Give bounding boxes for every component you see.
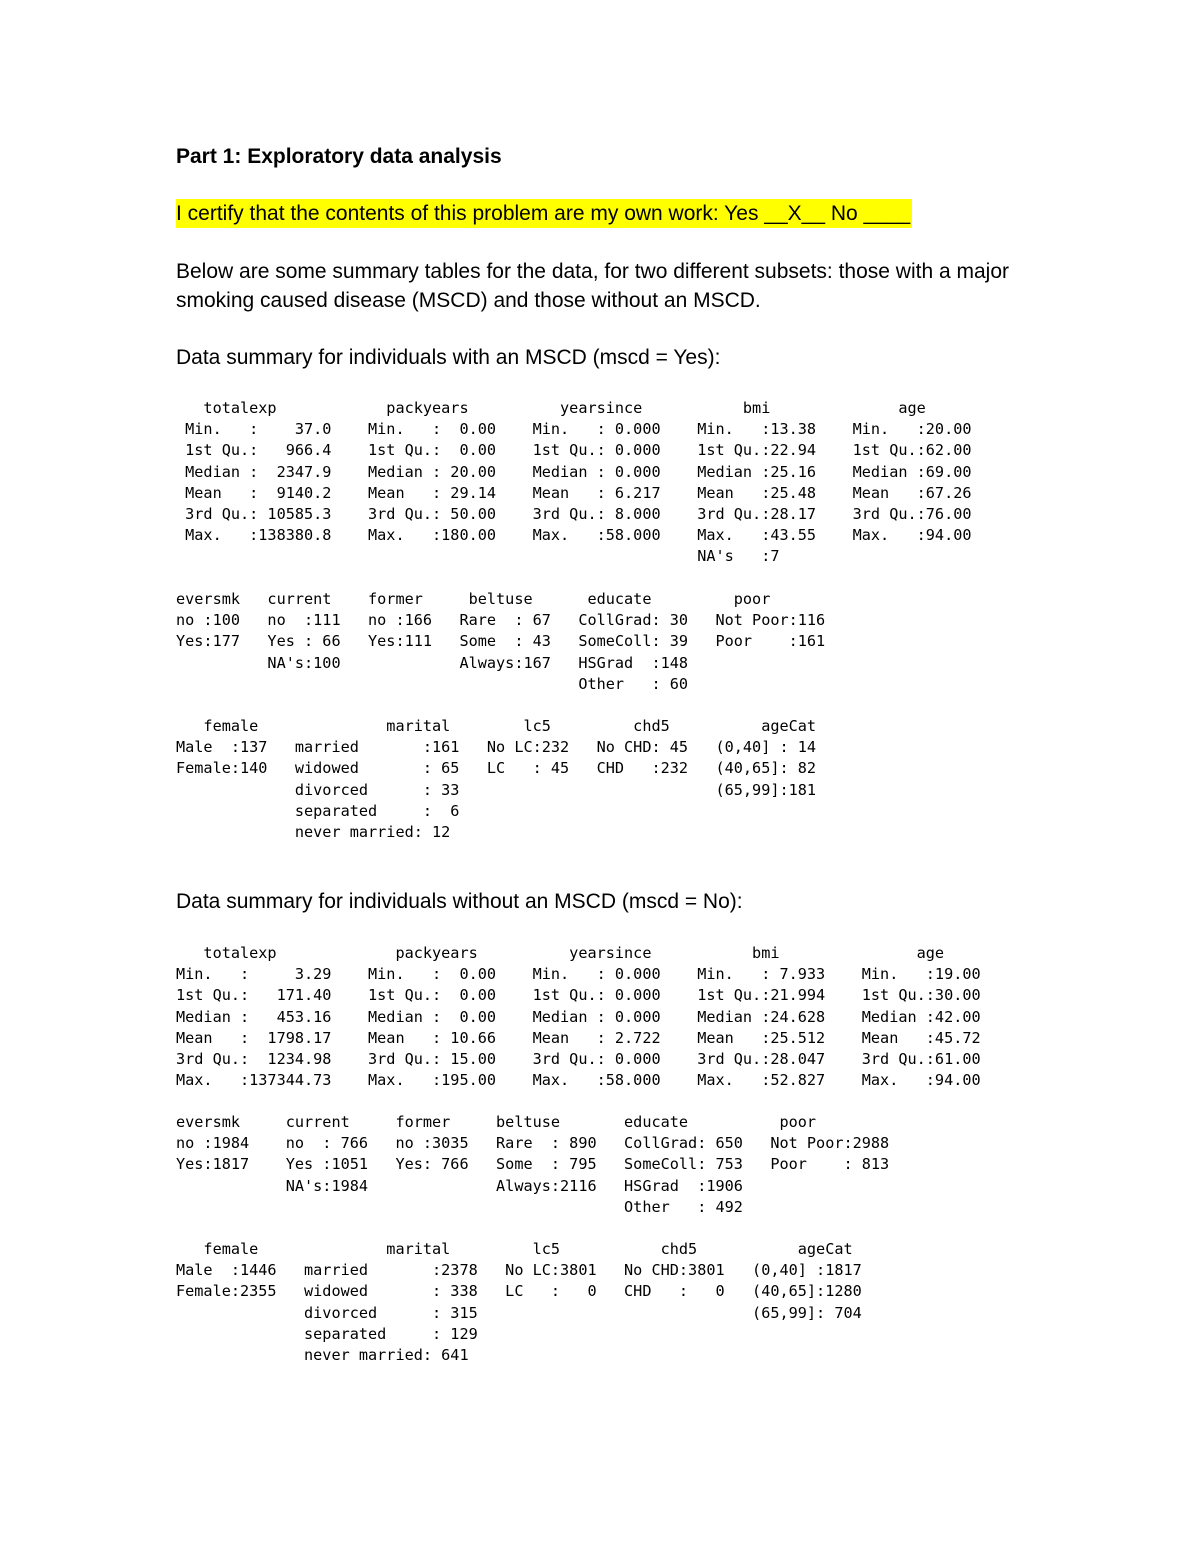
summary-demographics-mscd-yes: female marital lc5 chd5 ageCat Male :137 married :161 No LC:232 No CHD: 45 (0,40] : 14 Female:140 widowed : 65 LC : 45 CHD :232 (40,65]: 82 divorced : 33 (65,99]:181 separated : 6 never married: 12: [176, 717, 817, 842]
intro-paragraph: Below are some summary tables for the data, for two different subsets: those with a major smoking caused disease (MSCD) and those without an MSCD.: [176, 260, 1009, 312]
summary-numeric-mscd-no: totalexp packyears yearsince bmi age Min. : 3.29 Min. : 0.00 Min. : 0.000 Min. : 7.933 Min. :19.00 1st Qu.: 171.40 1st Qu.: 0.00 1st Qu.: 0.000 1st Qu.:21.994 1st Qu.:30.00 Median : 453.16 Median : 0.00 Median : 0.000 Median :24.628 Median :42.00 Mean : 1798.17 Mean : 10.66 Mean : 2.722 Mean :25.512 Mean :45.72 3rd Qu.: 1234.98 3rd Qu.: 15.00 3rd Qu.: 0.000 3rd Qu.:28.047 3rd Qu.:61.00 Max. :137344.73 Max. :195.00 Max. :58.000 Max. :52.827 Max. :94.00: [176, 944, 981, 1090]
summary-smoking-mscd-no: eversmk current former beltuse educate poor no :1984 no : 766 no :3035 Rare : 890 CollGrad: 650 Not Poor:2988 Yes:1817 Yes :1051 Yes: 766 Some : 795 SomeColl: 753 Poor : 813 NA's:1984 Always:2116 HSGrad :1906 Other : 492: [176, 1113, 890, 1216]
summary-numeric-mscd-yes: totalexp packyears yearsince bmi age Min. : 37.0 Min. : 0.00 Min. : 0.000 Min. :13.38 Min. :20.00 1st Qu.: 966.4 1st Qu.: 0.00 1st Qu.: 0.000 1st Qu.:22.94 1st Qu.:62.00 Median : 2347.9 Median : 20.00 Median : 0.000 Median :25.16 Median :69.00 Mean : 9140.2 Mean : 29.14 Mean : 6.217 Mean :25.48 Mean :67.26 3rd Qu.: 10585.3 3rd Qu.: 50.00 3rd Qu.: 8.000 3rd Qu.:28.17 3rd Qu.:76.00 Max. :138380.8 Max. :180.00 Max. :58.000 Max. :43.55 Max. :94.00 NA's :7: [185, 399, 972, 566]
certification-statement: I certify that the contents of this problem are my own work: Yes __X__ No ____: [176, 199, 912, 228]
summary-smoking-mscd-yes: eversmk current former beltuse educate poor no :100 no :111 no :166 Rare : 67 CollGrad: 30 Not Poor:116 Yes:177 Yes : 66 Yes:111 Some : 43 SomeColl: 39 Poor :161 NA's:100 Always:167 HSGrad :148 Other : 60: [176, 590, 826, 693]
section-title-mscd-yes: Data summary for individuals with an MSCD (mscd = Yes):: [176, 346, 721, 369]
part-title: Part 1: Exploratory data analysis: [176, 145, 502, 168]
summary-demographics-mscd-no: female marital lc5 chd5 ageCat Male :1446 married :2378 No LC:3801 No CHD:3801 (0,40] :1817 Female:2355 widowed : 338 LC : 0 CHD : 0 (40,65]:1280 divorced : 315 (65,99]: 704 separated : 129 never married: 641: [176, 1240, 862, 1365]
section-title-mscd-no: Data summary for individuals without an MSCD (mscd = No):: [176, 890, 743, 913]
